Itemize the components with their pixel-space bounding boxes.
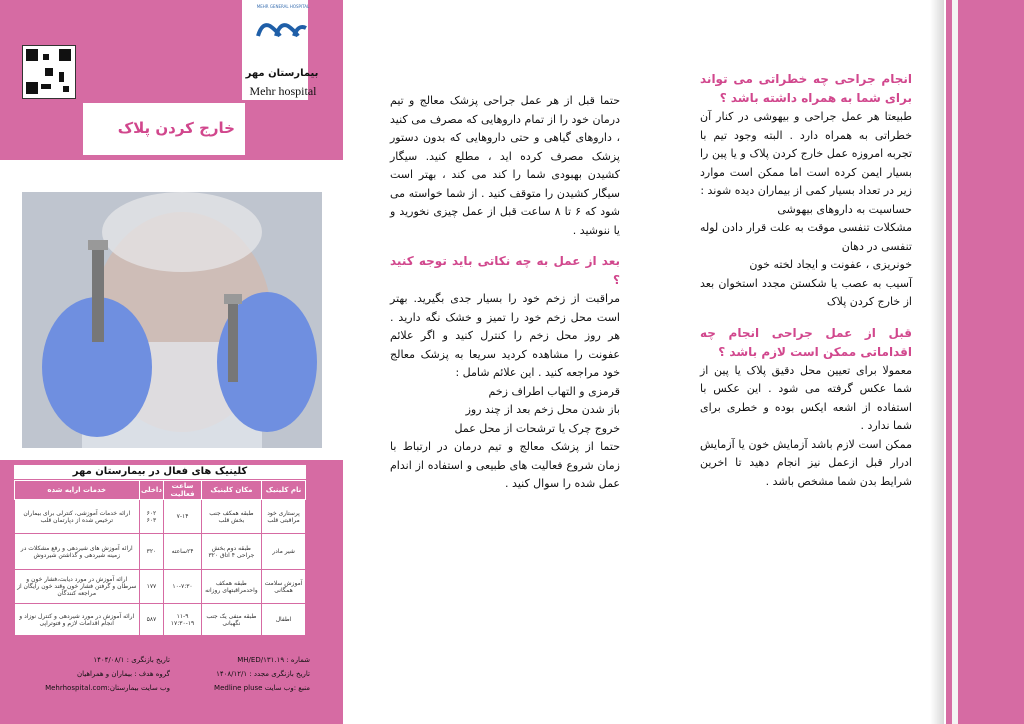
page-edge-shadow — [930, 0, 944, 724]
risks-heading: انجام جراحی چه خطراتی می تواند برای شما به همراه داشته باشد ؟ — [700, 72, 912, 105]
symptom-item: قرمزی و التهاب اطراف زخم — [488, 384, 620, 398]
activity-paragraph: حتما از پزشک معالج و تیم درمان در ارتباط با زمان شروع فعالیت های طبیعی و استفاده از اندام عمل شده را سوال کنید . — [390, 440, 620, 490]
table-cell: ارائه آموزش در مورد دیابت،فشار خون و سرطان و گرفتن فشار خون وقند خون رایگان از مراجعه کنندگان — [15, 570, 140, 604]
table-row — [15, 534, 306, 570]
post-op-heading: بعد از عمل به چه نکاتی باید توجه کنید ؟ — [390, 254, 620, 287]
risk-item: حساسیت به داروهای بیهوشی — [777, 202, 912, 216]
table-cell: ۱۱-۹ ۱۷:۳۰-۱۹ — [164, 604, 201, 636]
pre-surgery-heading: قبل از عمل جراحی انجام چه اقداماتی ممکن است لازم باشد ؟ — [700, 325, 912, 359]
footer-next-edit: تاریخ بازنگری مجدد : ۱۴۰۸/۱۲/۱ — [216, 670, 310, 678]
hospital-name-en: Mehr hospital — [249, 84, 317, 98]
table-cell: ۵۸۷ — [139, 604, 164, 636]
wound-care-paragraph: مراقبت از زخم خود را بسیار جدی بگیرید. بهتر است محل زخم خود را تمیز و خشک نگه دارید . هر روز محل زخم را کنترل کنید و اگر علائم عفونت را مشاهده کردید سریعا به پزشک معالج خود مراجعه کنید . این علائم شامل : — [390, 292, 620, 379]
table-cell: طبقه همکف جنب بخش قلب — [201, 500, 261, 534]
table-cell: ارائه خدمات آموزشی، کنترلی برای بیماران ترخیص شده از دپارتمان قلب — [15, 500, 140, 534]
table-cell: ۳۲۰ — [139, 534, 164, 570]
qr-code[interactable] — [22, 45, 76, 99]
clinics-header: خدمات ارایه شده — [15, 481, 140, 500]
logo-caption: MEHR GENERAL HOSPITAL — [256, 4, 310, 9]
table-cell: ۶۰۲ ۶۰۳ — [139, 500, 164, 534]
footer-code: شماره : MH/ED/۱۳۱.۱۹ — [237, 656, 310, 664]
table-row — [15, 570, 306, 604]
clinics-header: داخلی — [139, 481, 164, 500]
table-cell: اطفال — [262, 604, 306, 636]
table-cell: ۲۴ساعته — [164, 534, 201, 570]
clinics-header: مکان کلینیک — [201, 481, 261, 500]
table-row — [15, 604, 306, 636]
cover-panel — [0, 0, 343, 724]
title-box — [80, 103, 245, 155]
table-cell: پرستاری خود مراقبتی قلب — [262, 500, 306, 534]
pre-op-paragraph: حتما قبل از هر عمل جراحی پزشک معالج و تیم درمان خود را از تمام داروهایی که مصرف می کنید ، داروهای گیاهی و حتی داروهایی که بدون دستور پزشک مصرف کرده اید ، مطلع کنید. سیگار کشیدن بهبودی شما را کند می کند ، بهتر است سیگار کشیدن را متوقف کنید . از شما خواسته می شود که ۶ تا ۸ ساعت قبل از عمل چیزی نخورید و یا ننوشید . — [390, 94, 621, 237]
footer-audience: گروه هدف : بیماران و همراهیان — [76, 670, 170, 678]
lab-test-paragraph: ممکن است لازم باشد آزمایش خون یا آزمایش ادرار قبل ازعمل نیز انجام دهید تا اخرین شرایط بدن شما مشخص باشد . — [700, 437, 912, 488]
symptom-item: باز شدن محل زخم بعد از چند روز — [465, 403, 620, 416]
right-column — [700, 70, 912, 491]
clinics-header: نام کلینیک — [262, 481, 306, 500]
risk-item: آسیب به عصب یا شکستن مجدد استخوان بعد از خارج کردن پلاک — [700, 276, 912, 308]
table-cell: شیر مادر — [262, 534, 306, 570]
clinics-header: ساعت فعالیت — [164, 481, 201, 500]
clinics-title: کلینیک های فعال در بیمارستان مهر — [14, 465, 306, 479]
table-cell: طبقه دوم بخش جراحی ۴ اتاق ۳۲۰ — [201, 534, 261, 570]
table-cell: ۱۷۷ — [139, 570, 164, 604]
brochure-title: خارج کردن پلاک — [117, 119, 235, 137]
symptom-item: خروج چرک یا ترشحات از محل عمل — [454, 421, 620, 435]
table-cell: آموزش سلامت همگانی — [262, 570, 306, 604]
risks-paragraph: طبیعتا هر عمل جراحی و بیهوشی در کنار آن خطراتی به همراه دارد . البته وجود تیم با تجربه امروزه عمل خارج کردن پلاک و یا پین را بسیار ایمن کرده است اما ممکن است موارد زیر در تعداد بسیار کمی از بیماران دیده شوند : — [700, 110, 912, 197]
table-cell: ارائه آموزش های شیردهی و رفع مشکلات در زمینه شیردهی و گذاشتن شیردوش — [15, 534, 140, 570]
risk-item: خونریزی ، عفونت و ایجاد لخته خون — [749, 258, 912, 271]
footer-edit-date: تاریخ بازنگری : ۱۴۰۴/۰۸/۱ — [93, 656, 170, 664]
page-edge-pink-2 — [958, 0, 1024, 724]
clinics-table — [14, 480, 306, 636]
table-cell: طبقه همکف واحدمراقبتهای روزانه — [201, 570, 261, 604]
middle-column — [390, 92, 620, 494]
risk-item: مشکلات تنفسی موقت به علت قرار دادن لوله تنفسی در دهان — [700, 221, 912, 253]
table-cell: ارائه آموزش در مورد شیردهی و کنترل نوزاد و انجام اقدامات لازم و فتوتراپی — [15, 604, 140, 636]
table-cell: ۷-۱۴ — [164, 500, 201, 534]
table-row — [15, 500, 306, 534]
xray-paragraph: معمولا برای تعیین محل دقیق پلاک یا پین از شما عکس گرفته می شود . این عکس با استفاده از اشعه ایکس بوده و خطری برای شما ندارد . — [700, 363, 912, 432]
table-cell: طبقه منفی یک جنب نگهبانی — [201, 604, 261, 636]
hospital-logo — [252, 8, 312, 48]
table-cell: ۱۰-۷:۳۰ — [164, 570, 201, 604]
doctor-holding-screws-photo — [22, 192, 322, 448]
hospital-name-fa: بیمارستان مهر — [245, 68, 319, 79]
footer-website[interactable]: وب سایت بیمارستان:Mehrhospital.com — [45, 684, 170, 692]
footer-source: منبع :وب سایت Medline pluse — [214, 684, 310, 692]
